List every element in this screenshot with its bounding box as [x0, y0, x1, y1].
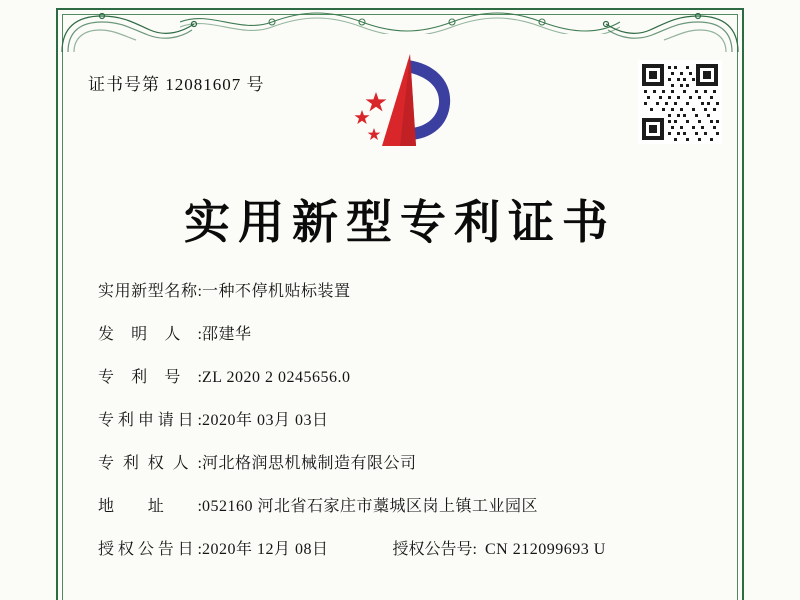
qr-code — [638, 60, 722, 144]
value-patent-number: ZL 2020 2 0245656.0 — [202, 369, 351, 386]
field-invention-name — [98, 278, 720, 301]
label-patent-number: 专利号: — [98, 369, 202, 386]
label-inventor: 发明人: — [98, 326, 202, 343]
value-grant-date: 2020年 12月 08日 — [202, 541, 329, 558]
ornament-corner-top-left — [58, 10, 208, 56]
page-title: 实用新型专利证书 — [184, 195, 616, 249]
field-patent-number — [98, 364, 720, 387]
field-application-date — [98, 407, 720, 430]
label-grant-date: 授权公告日: — [98, 541, 202, 558]
value-inventor: 邵建华 — [202, 326, 252, 343]
value-grant-number: CN 212099693 U — [484, 541, 606, 558]
label-grant-number: 授权公告号: — [392, 541, 477, 558]
value-invention-name: 一种不停机贴标装置 — [202, 283, 351, 300]
label-invention-name: 实用新型名称: — [98, 283, 202, 300]
value-application-date: 2020年 03月 03日 — [202, 412, 329, 429]
field-patentee — [98, 450, 720, 473]
ornament-top-banner — [180, 8, 620, 34]
certificate-number: 证书号第 12081607 号 — [88, 75, 265, 94]
value-address: 052160 河北省石家庄市藁城区岗上镇工业园区 — [202, 498, 539, 515]
field-grant-row — [98, 536, 720, 559]
ornament-corner-top-right — [592, 10, 742, 56]
label-address: 地址: — [98, 498, 202, 515]
label-application-date: 专利申请日: — [98, 412, 202, 429]
fields-list — [98, 278, 720, 579]
field-address — [98, 493, 720, 516]
field-inventor — [98, 321, 720, 344]
label-patentee: 专利权人: — [98, 455, 202, 472]
value-patentee: 河北格润思机械制造有限公司 — [202, 455, 417, 472]
patent-office-logo — [340, 48, 470, 158]
